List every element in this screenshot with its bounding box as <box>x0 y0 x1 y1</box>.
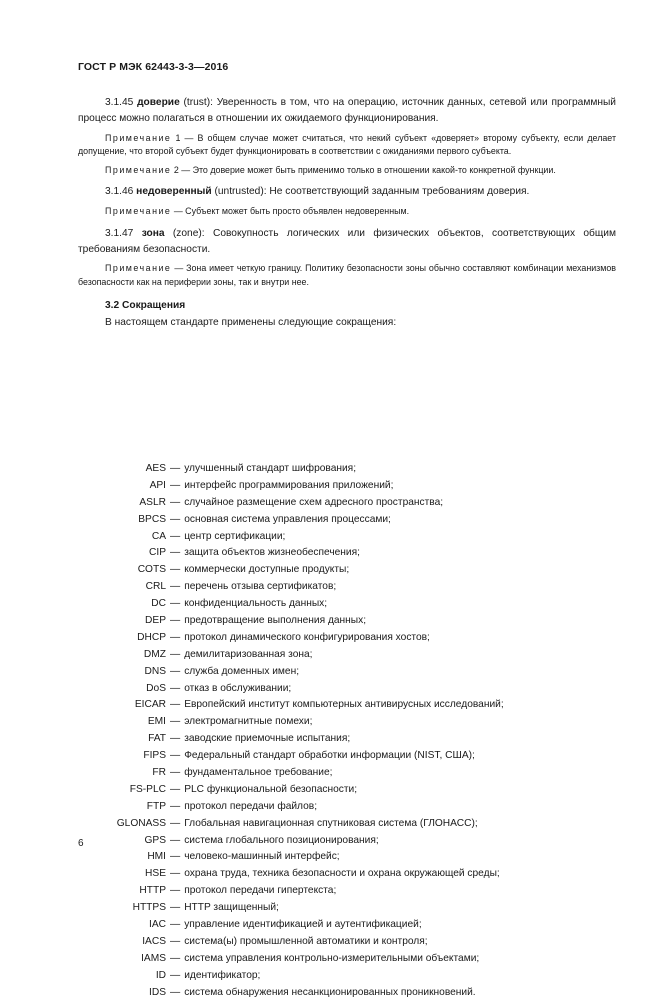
dash: — <box>170 547 181 559</box>
dash: — <box>170 564 181 576</box>
abbreviation-row <box>78 748 504 765</box>
abbreviation-row <box>78 866 504 883</box>
abbreviation-definition: система глобального позиционирования; <box>184 834 379 846</box>
abbreviation-definition: идентификатор; <box>184 969 261 981</box>
abbreviation-row <box>78 714 504 731</box>
abbreviation-term: IAC <box>149 919 166 931</box>
abbreviation-definition: Европейский институт компьютерных антивирусных исследований; <box>184 699 504 711</box>
abbreviation-row <box>78 900 504 917</box>
abbreviation-term: CRL <box>145 581 166 593</box>
abbreviation-definition: конфиденциальность данных; <box>184 598 328 610</box>
term: недоверенный <box>136 186 212 198</box>
abbreviation-term: DoS <box>146 682 166 694</box>
abbreviation-row <box>78 495 504 512</box>
term: зона <box>141 227 165 239</box>
dash: — <box>170 665 181 677</box>
abbreviation-definition: центр сертификации; <box>184 530 286 542</box>
definition-3-1-46: 3.1.46 недоверенный (untrusted): Не соответствующий заданным требованиям доверия. <box>105 186 530 198</box>
abbreviation-row <box>78 985 504 1002</box>
abbreviation-definition: протокол передачи файлов; <box>184 800 318 812</box>
abbreviation-term: IACS <box>142 935 166 947</box>
document-header: ГОСТ Р МЭК 62443-3-3—2016 <box>78 61 229 73</box>
abbreviation-row <box>78 968 504 985</box>
dash: — <box>170 851 181 863</box>
abbreviation-row <box>78 697 504 714</box>
term: доверие <box>137 97 180 108</box>
abbreviation-definition: перечень отзыва сертификатов; <box>184 581 337 593</box>
dash: — <box>170 767 181 779</box>
dash: — <box>170 699 181 711</box>
abbreviation-term: FIPS <box>143 750 166 762</box>
abbreviation-definition: коммерчески доступные продукты; <box>184 564 350 576</box>
abbreviation-term: COTS <box>137 564 166 576</box>
abbreviation-row <box>78 647 504 664</box>
abbreviation-definition: служба доменных имен; <box>184 665 300 677</box>
dash: — <box>170 648 181 660</box>
abbreviation-term: DHCP <box>137 631 166 643</box>
abbreviation-definition: Федеральный стандарт обработки информации (NIST, США); <box>184 750 475 762</box>
dash: — <box>170 530 181 542</box>
abbreviation-term: BPCS <box>138 513 166 525</box>
dash: — <box>170 868 181 880</box>
abbreviation-definition: фундаментальное требование; <box>184 767 333 779</box>
abbreviation-term: HSE <box>145 868 166 880</box>
dash: — <box>170 902 181 914</box>
abbreviation-row <box>78 613 504 630</box>
abbreviation-definition: демилитаризованная зона; <box>184 648 313 660</box>
dash: — <box>170 463 181 474</box>
abbreviation-term: HTTP <box>139 885 166 897</box>
note: Примечание — Зона имеет четкую границу. Политику безопасности зоны обычно составляют комбинации механизмов безопасности как на периферии зоны, так и внутри нее. <box>78 263 616 287</box>
abbreviation-row <box>78 512 504 529</box>
abbreviation-row <box>78 799 504 816</box>
note: Примечание 2 — Это доверие может быть применимо только в отношении какой-то конкретной функции. <box>105 164 556 175</box>
abbreviation-term: AES <box>145 463 166 474</box>
abbreviation-definition: протокол передачи гипертекста; <box>184 885 337 897</box>
abbreviation-definition: улучшенный стандарт шифрования; <box>184 463 357 474</box>
dash: — <box>170 800 181 812</box>
abbreviation-definition: управление идентификацией и аутентификацией; <box>184 919 422 931</box>
abbreviation-term: DNS <box>144 665 166 677</box>
abbreviation-term: IDS <box>149 986 166 998</box>
abbreviation-definition: PLC функциональной безопасности; <box>184 783 358 795</box>
abbreviation-row <box>78 579 504 596</box>
dash: — <box>170 919 181 931</box>
abbreviation-row <box>78 917 504 934</box>
abbreviation-row <box>78 664 504 681</box>
abbreviation-term: API <box>149 479 166 491</box>
abbreviation-row <box>78 833 504 850</box>
dash: — <box>170 969 181 981</box>
abbreviation-definition: основная система управления процессами; <box>184 513 391 525</box>
abbreviation-term: HMI <box>147 851 166 863</box>
abbreviation-row <box>78 883 504 900</box>
abbreviation-term: EICAR <box>134 699 166 711</box>
dash: — <box>170 479 181 491</box>
dash: — <box>170 986 181 998</box>
abbreviation-term: EMI <box>147 716 166 728</box>
abbreviations-list <box>78 461 504 1002</box>
abbreviation-term: HTTPS <box>132 902 166 914</box>
abbreviation-term: FS-PLC <box>129 783 166 795</box>
abbreviation-definition: система управления контрольно-измерительными объектами; <box>184 952 480 964</box>
abbreviation-definition: отказ в обслуживании; <box>184 682 292 694</box>
abbreviation-row <box>78 478 504 495</box>
abbreviation-row <box>78 765 504 782</box>
abbreviation-row <box>78 529 504 546</box>
abbreviation-definition: интерфейс программирования приложений; <box>184 479 394 491</box>
abbreviation-term: GLONASS <box>116 817 166 829</box>
abbreviation-row <box>78 545 504 562</box>
definition-3-1-45: 3.1.45 доверие (trust): Уверенность в том, что на операцию, источник данных, сетевой или программный процесс можно полагаться в отношении их ожидаемого функционирования. <box>78 97 616 124</box>
abbreviation-definition: человеко-машинный интерфейс; <box>184 851 340 863</box>
abbreviation-term: GPS <box>144 834 166 846</box>
abbreviation-row <box>78 461 504 478</box>
abbreviation-definition: предотвращение выполнения данных; <box>184 615 367 627</box>
abbreviation-term: CA <box>151 530 166 542</box>
abbreviation-definition: система(ы) промышленной автоматики и контроля; <box>184 935 428 947</box>
abbreviation-term: DEP <box>145 615 166 627</box>
abbreviation-definition: Глобальная навигационная спутниковая система (ГЛОНАСС); <box>184 817 478 829</box>
abbreviation-term: ASLR <box>139 496 166 508</box>
dash: — <box>170 952 181 964</box>
dash: — <box>170 817 181 829</box>
dash: — <box>170 733 181 745</box>
note: Примечание 1 — В общем случае может считаться, что некий субъект «доверяет» второму субъекту, если делает допущение, что второй субъект будет функционировать в соответствии с ожиданиями первого субъекта. <box>78 132 617 157</box>
abbreviation-row <box>78 849 504 866</box>
dash: — <box>170 615 181 627</box>
definition-3-1-47: 3.1.47 зона (zone): Совокупность логических или физических объектов, соответствующих общим требованиям безопасности. <box>78 227 616 255</box>
dash: — <box>170 598 181 610</box>
dash: — <box>170 885 181 897</box>
dash: — <box>170 513 181 525</box>
note: Примечание — Субъект может быть просто объявлен недоверенным. <box>105 206 410 217</box>
abbreviation-term: FTP <box>146 800 166 812</box>
abbreviation-term: ID <box>155 969 166 981</box>
abbreviation-row <box>78 681 504 698</box>
abbreviation-term: DC <box>151 598 166 610</box>
abbreviation-term: DMZ <box>143 648 166 660</box>
abbreviation-row <box>78 731 504 748</box>
abbreviation-definition: HTTP защищенный; <box>184 902 279 914</box>
abbreviation-term: FR <box>152 767 166 779</box>
section-intro: В настоящем стандарте применены следующие сокращения: <box>105 317 397 329</box>
dash: — <box>170 496 181 508</box>
dash: — <box>170 716 181 728</box>
abbreviation-definition: протокол динамического конфигурирования хостов; <box>184 631 430 643</box>
section-title: 3.2 Сокращения <box>105 299 186 311</box>
abbreviation-definition: электромагнитные помехи; <box>184 716 313 728</box>
abbreviation-definition: система обнаружения несанкционированных проникновений. <box>184 986 476 998</box>
abbreviation-row <box>78 630 504 647</box>
abbreviation-definition: охрана труда, техника безопасности и охрана окружающей среды; <box>184 868 500 880</box>
definitions-block <box>78 95 616 331</box>
dash: — <box>170 834 181 846</box>
dash: — <box>170 631 181 643</box>
dash: — <box>170 682 181 694</box>
abbreviation-row <box>78 951 504 968</box>
abbreviation-definition: защита объектов жизнеобеспечения; <box>184 547 360 559</box>
page-number: 6 <box>78 838 84 849</box>
abbreviation-row <box>78 562 504 579</box>
abbreviation-definition: случайное размещение схем адресного пространства; <box>184 496 444 508</box>
abbreviation-definition: заводские приемочные испытания; <box>184 733 351 745</box>
abbreviation-row <box>78 816 504 833</box>
abbreviation-row <box>78 934 504 951</box>
dash: — <box>170 581 181 593</box>
abbreviation-term: FAT <box>148 733 166 745</box>
abbreviation-term: CIP <box>149 547 166 559</box>
abbreviation-row <box>78 596 504 613</box>
dash: — <box>170 783 181 795</box>
abbreviation-row <box>78 782 504 799</box>
dash: — <box>170 750 181 762</box>
dash: — <box>170 935 181 947</box>
abbreviation-term: IAMS <box>141 952 166 964</box>
